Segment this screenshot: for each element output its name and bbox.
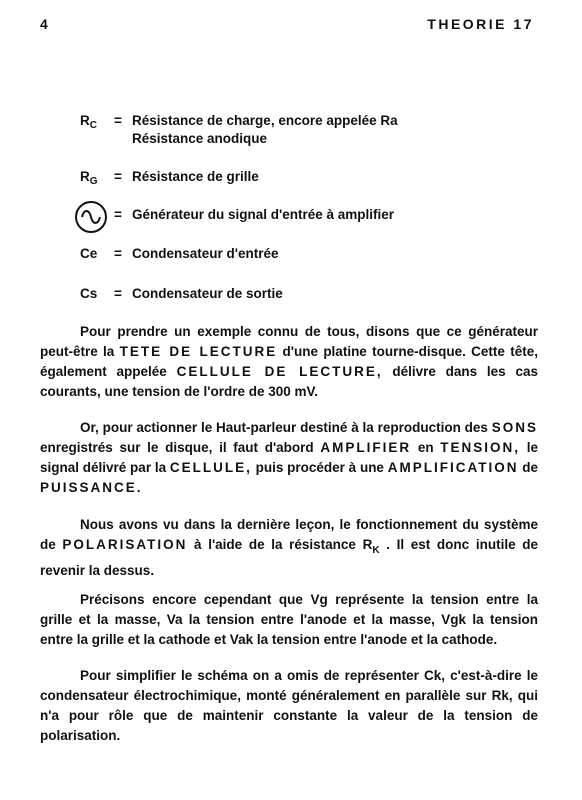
equals-sign: = (114, 207, 122, 222)
equals-sign: = (114, 113, 122, 128)
equals-sign: = (114, 246, 122, 261)
paragraph-3: Nous avons vu dans la dernière leçon, le fonctionnement du système de POLARISATION à l'aide de la résistance $R_K$ . Il est donc inutile de revenir la dessus. (40, 517, 538, 578)
paragraph-1: Pour prendre un exemple connu de tous, disons que ce générateur peut-être la TETE DE LECTURE d'une platine tourne-disque. Cette tête, également appelée CELLULE DE LECTURE, délivre dans les cas courants, une tension de l'ordre de 300 mV. (40, 324, 538, 399)
definition-text: Condensateur de sortie (132, 286, 283, 301)
definition-text: Condensateur d'entrée (132, 246, 279, 261)
equals-sign: = (114, 286, 122, 301)
section-title: THEORIE 17 (427, 16, 534, 32)
definition-text: Générateur du signal d'entrée à amplifier (132, 207, 395, 222)
definition-text: Résistance de grille (132, 169, 259, 184)
ac-generator-icon (74, 200, 108, 234)
paragraph-4: Précisons encore cependant que Vg représente la tension entre la grille et la masse, Va la tension entre l'anode et la masse, Vgk la tension entre la grille et la cathode et Vak la tension entre l'anode et la cathode. (40, 592, 538, 647)
symbol-ce: Ce (80, 246, 98, 261)
symbol-cs: Cs (80, 286, 98, 301)
equals-sign: = (114, 169, 122, 184)
paragraph-2: Or, pour actionner le Haut-parleur destiné à la reproduction des SONS enregistrés sur le disque, il faut d'abord AMPLIFIER en TENSION, le signal délivré par la CELLULE, puis procéder à une AMPLIFICATION de PUISSANCE. (40, 420, 538, 495)
page-number: 4 (40, 16, 49, 32)
definition-text: Résistance de charge, encore appelée Ra Résistance anodique (132, 113, 398, 146)
symbol-rg: $R_G$ (80, 169, 98, 187)
symbol-rc: $R_C$ (80, 113, 97, 131)
paragraph-5: Pour simplifier le schéma on a omis de représenter Ck, c'est-à-dire le condensateur électrochimique, monté généralement en parallèle sur Rk, qui n'a pour rôle que de maintenir constante la valeur de la tension de polarisation. (40, 668, 538, 743)
